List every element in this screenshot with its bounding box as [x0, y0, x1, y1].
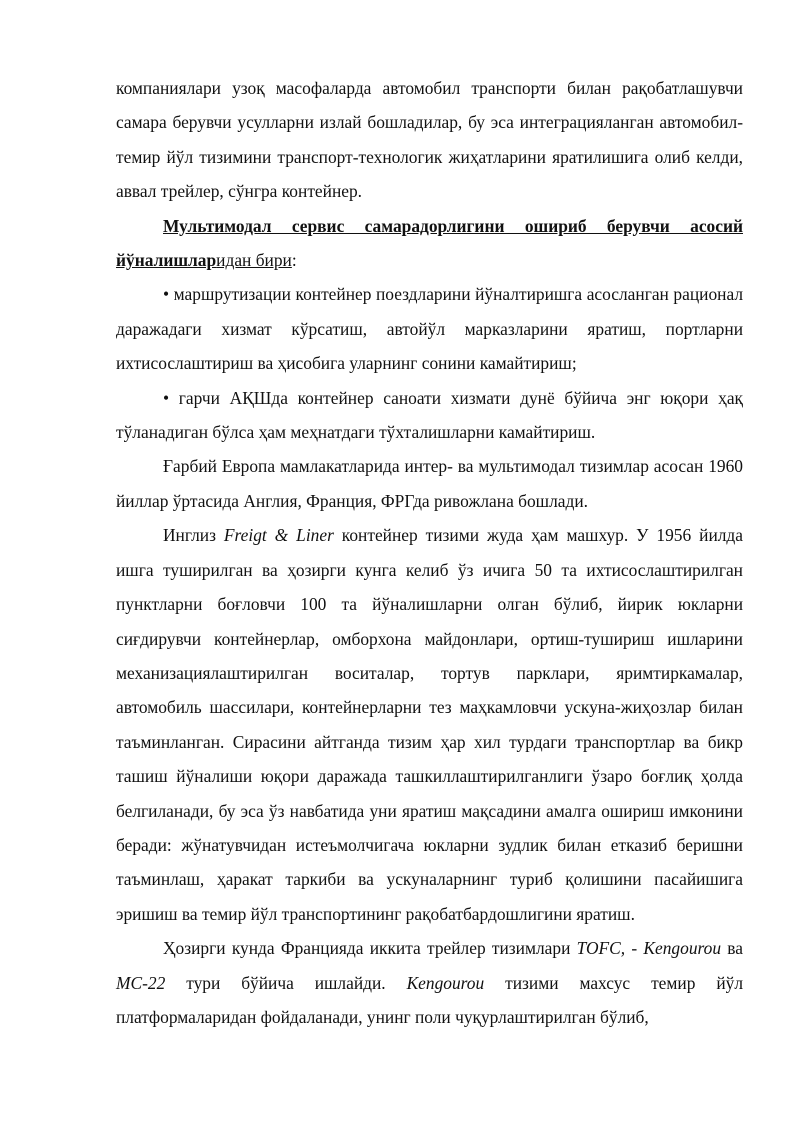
- paragraph-2: [116, 209, 743, 278]
- paragraph-7-part-b: ва: [721, 938, 743, 959]
- system-name-tofc: TOFC, - Kengourou: [576, 938, 722, 959]
- section-heading-bold: Мультимодал сервис самарадорлигини ошириб берувчи асосий йўналишлар: [116, 215, 743, 271]
- bullet-item-1: • маршрутизации контейнер поездларини йўналтиришга асосланган рационал даражадаги хизмат кўрсатиш, автойўл марказларини яратиш, портларни ихтисослаштириш ва ҳисобига уларнинг сонини камайтириш;: [116, 284, 743, 374]
- paragraph-7-part-c: тури бўйича ишлайди.: [165, 972, 407, 993]
- paragraph-7: [116, 931, 743, 1034]
- section-heading-suffix: идан бири: [216, 250, 292, 271]
- system-name-kengourou: Kengourou: [406, 972, 485, 993]
- paragraph-5: Ғарбий Европа мамлакатларида интер- ва мультимодал тизимлар асосан 1960 йиллар ўртасида Англия, Франция, ФРГда ривожлана бошлади.: [116, 456, 743, 511]
- paragraph-7-part-a: Ҳозирги кунда Францияда иккита трейлер тизимлари: [163, 938, 577, 959]
- bullet-item-2: • гарчи АҚШда контейнер саноати хизмати дунё бўйича энг юқори ҳақ тўланадиган бўлса ҳам меҳнатдаги тўхталишларни камайтириш.: [116, 387, 743, 443]
- paragraph-6: [116, 518, 743, 931]
- document-page: [116, 71, 743, 1034]
- system-name-italic: Freigt & Liner: [223, 525, 334, 546]
- paragraph-7-part-d: тизими махсус темир йўл платформаларидан фойдаланади, унинг поли чуқурлаштирилган бўлиб,: [116, 972, 743, 1027]
- section-heading-colon: :: [291, 250, 297, 271]
- system-name-mc22: MC-22: [116, 972, 166, 993]
- paragraph-6-body: контейнер тизими жуда ҳам машхур. У 1956 йилда ишга туширилган ва ҳозирги кунга келиб ўз ичига 50 та ихтисослаштирилган пунктларни боғловчи 100 та йўналишларни олган бўлиб, йирик юкларни сиғдирувчи контейнерлар, омборхона майдонлари, ортиш-тушириш ишларини механизациялаштирилган воситалар, тортув парклари, яримтиркамалар, автомобиль шассилари, контейнерларни тез маҳкамловчи ускуна-жиҳозлар билан таъминланган. Сирасини айтганда тизим ҳар хил турдаги транспортлар ва бикр ташиш йўналиши юқори даражада ташкиллаштирилганлиги ўзаро боғлиқ ҳолда белгиланади, бу эса ўз навбатида уни яратиш мақсадини амалга ошириш имконини беради: жўнатувчидан истеъмолчигача юкларни зудлик билан етказиб беришни таъминлаш, ҳаракат таркиби ва ускуналарнинг туриб қолишини пасайишига эришиш ва темир йўл транспортининг рақобатбардошлигини яратиш.: [116, 525, 743, 924]
- paragraph-6-lead: Инглиз: [163, 525, 224, 546]
- paragraph-1: компаниялари узоқ масофаларда автомобил транспорти билан рақобатлашувчи самара берувчи усулларни излай бошладилар, бу эса интеграцияланган автомобил-темир йўл тизимини транспорт-технологик жиҳатларини яратилишига олиб келди, аввал трейлер, сўнгра контейнер.: [116, 78, 743, 202]
